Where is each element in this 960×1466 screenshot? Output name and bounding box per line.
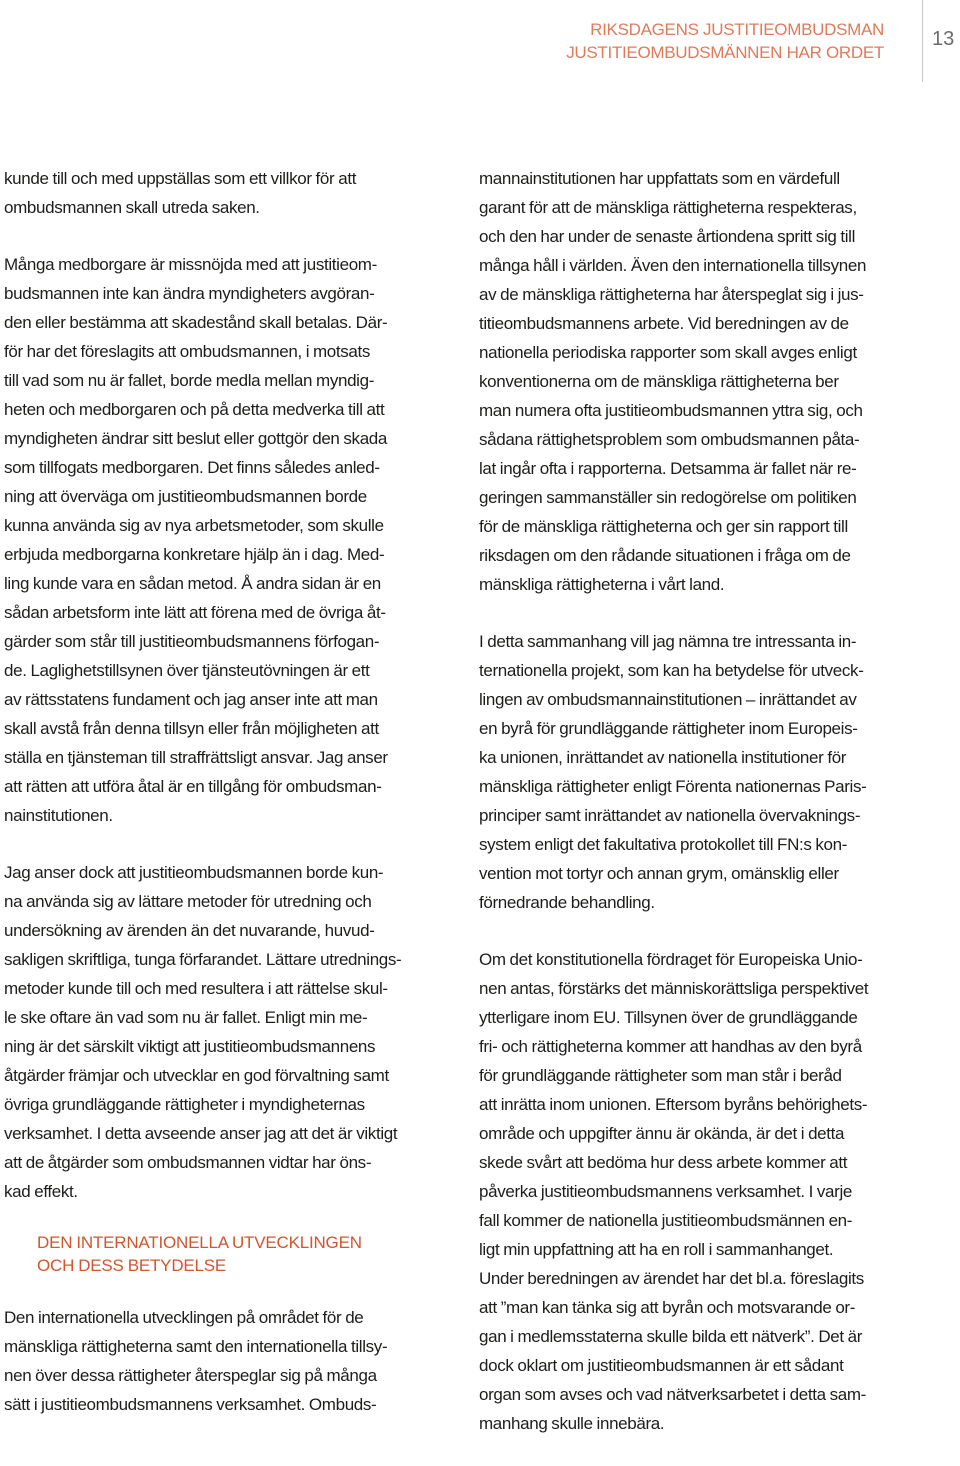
publication-title: RIKSDAGENS JUSTITIEOMBUDSMAN <box>590 20 884 39</box>
section-heading: DEN INTERNATIONELLA UTVECKLINGEN OCH DESS BETYDELSE <box>37 1233 362 1275</box>
left-column <box>4 164 450 1447</box>
section-title: JUSTITIEOMBUDSMÄNNEN HAR ORDET <box>566 43 884 62</box>
paragraph: Jag anser dock att justitieombudsmannen borde kun- na använda sig av lättare metoder för utredning och undersökning av ärenden än det nuvarande, huvud- sakligen skriftliga, tunga förfarandet. Lättare utrednings- metoder kunde till och med resultera i att rättelse skul- le ske oftare än vad som nu är fallet. Enligt min me- ning är det särskilt viktigt att justitieombudsmannens åtgärder främjar och utvecklar en god förvaltning samt övriga grundläggande rättigheter i myndigheternas verksamhet. I detta avseende anser jag att det är viktigt att de åtgärder som ombudsmannen vidtar har öns- kad effekt. <box>4 863 402 1201</box>
right-column <box>479 164 927 1466</box>
paragraph: mannainstitutionen har uppfattats som en värdefull garant för att de mänskliga rättigheterna respekteras, och den har under de senaste årtiondena spritt sig till många håll i världen. Även den internationella tillsynen av de mänskliga rättigheterna har återspeglat sig i jus- titieombudsmannens arbete. Vid beredningen av de nationella periodiska rapporter som skall avges enligt konventionerna om de mänskliga rättigheterna ber man numera ofta justitieombudsmannen yttra sig, och sådana rättighetsproblem som ombudsmannen påta- lat ingår ofta i rapporterna. Detsamma är fallet när re- geringen sammanställer sin redogörelse om politiken för de mänskliga rättigheterna och ger sin rapport till riksdagen om den rådande situationen i fråga om de mänskliga rättigheterna i vårt land. <box>479 169 867 594</box>
paragraph: Om det konstitutionella fördraget för Europeiska Unio- nen antas, förstärks det människorättsliga perspektivet ytterligare inom EU. Tillsynen över de grundläggande fri- och rättigheterna kommer att handhas av den byrå för grundläggande rättigheter som man står i beråd att inrätta inom unionen. Eftersom byråns behörighets- område och uppgifter ännu är okända, är det i detta skede svårt att bedöma hur dess arbete kommer att påverka justitieombudsmannens verksamhet. I varje fall kommer de nationella justitieombudsmännen en- ligt min uppfattning att ha en roll i sammanhanget. Under beredningen av ärendet har det bl.a. föreslagits att ”man kan tänka sig att byrån och motsvarande or- gan i medlemsstaterna skulle bilda ett nätverk”. Det är dock oklart om justitieombudsmannen är ett sådant organ som avses och vad nätverksarbetet i detta sam- manhang skulle innebära. <box>479 950 869 1433</box>
paragraph: Många medborgare är missnöjda med att justitieom- budsmannen inte kan ändra myndigheters avgöran- den eller bestämma att skadestånd skall betalas. Där- för har det föreslagits att ombudsmannen, i motsats till vad som nu är fallet, borde medla mellan myndig- heten och medborgaren och på detta medverka till att myndigheten ändrar sitt beslut eller gottgör den skada som tillfogats medborgaren. Det finns således anled- ning att överväga om justitieombudsmannen borde kunna använda sig av nya arbetsmetoder, som skulle erbjuda medborgarna konkretare hjälp än i dag. Med- ling kunde vara en sådan metod. Å andra sidan är en sådan arbetsform inte lätt att förena med de övriga åt- gärder som står till justitieombudsmannens förfogan- de. Laglighetstillsynen över tjänsteutövningen är ett av rättsstatens fundament och jag anser inte att man skall avstå från denna tillsyn eller från möjligheten att ställa en tjänsteman till straffrättsligt ansvar. Jag anser att rätten att utföra åtal är en tillgång för ombudsman- nainstitutionen. <box>4 255 388 825</box>
paragraph: kunde till och med uppställas som ett villkor för att ombudsmannen skall utreda saken. <box>4 169 357 217</box>
paragraph: I detta sammanhang vill jag nämna tre intressanta in- ternationella projekt, som kan ha betydelse för utveck- lingen av ombudsmannainstitutionen – inrättandet av en byrå för grundläggande rättigheter inom Europeis- ka unionen, inrättandet av nationella institutioner för mänskliga rättigheter enligt Förenta nationernas Paris- principer samt inrättandet av nationella övervaknings- system enligt det fakultativa protokollet till FN:s kon- vention mot tortyr och annan grym, omänsklig eller förnedrande behandling. <box>479 632 867 912</box>
header-divider <box>922 0 923 82</box>
paragraph: Den internationella utvecklingen på området för de mänskliga rättigheterna samt den internationella tillsy- nen över dessa rättigheter återspeglar sig på många sätt i justitieombudsmannens verksamhet. Ombuds- <box>4 1308 388 1414</box>
running-header <box>566 18 884 64</box>
page-number: 13 <box>932 28 955 50</box>
